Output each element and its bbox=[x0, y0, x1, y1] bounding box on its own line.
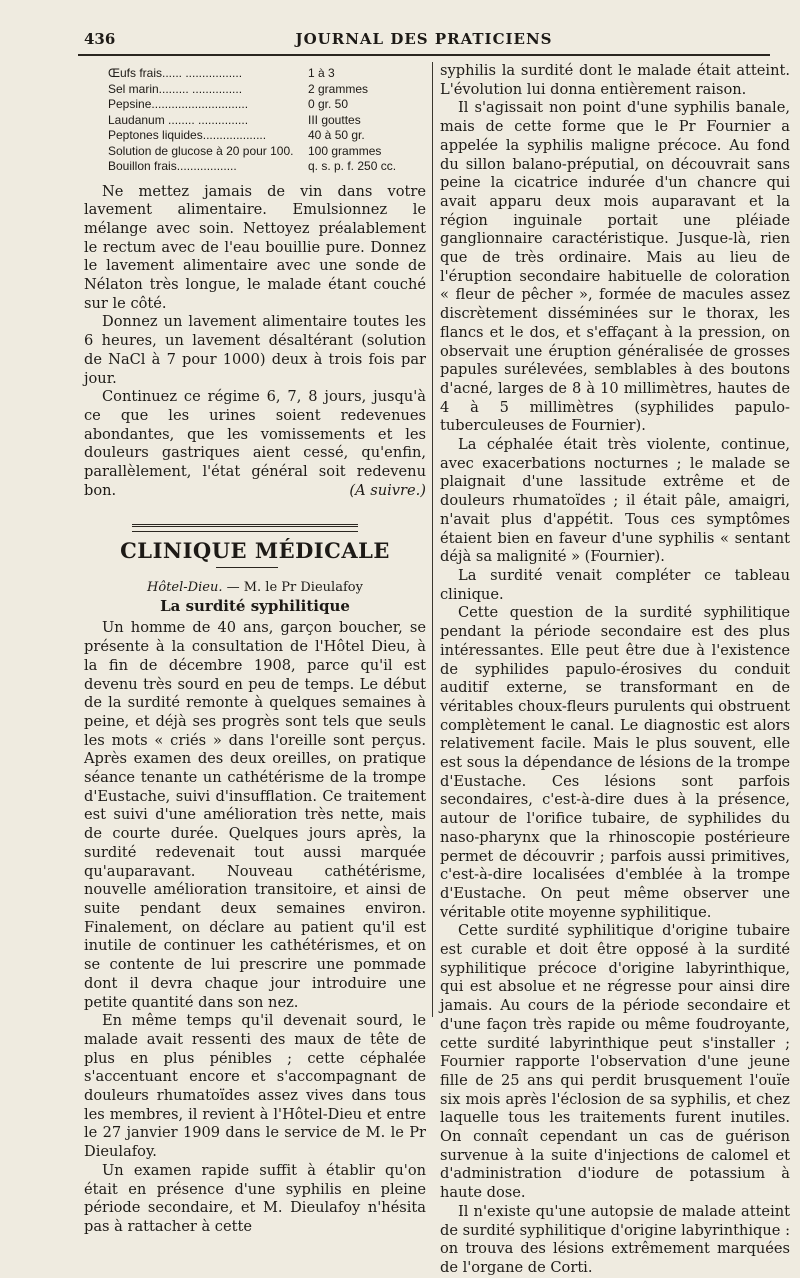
recipe-row bbox=[108, 82, 408, 98]
paragraph: La céphalée était très violente, continue, avec exacerbations nocturnes ; le malade se plaignait d'une lassitude extrême et de douleurs rhumatoïdes ; il était pâle, amaigri, n'avait plus d'appétit. Tous ces symptômes étaient bien en faveur d'une syphilis « sentant déjà sa malignité » (Fournier). bbox=[440, 436, 790, 566]
hospital-line bbox=[84, 580, 426, 595]
section-title: CLINIQUE MÉDICALE bbox=[120, 538, 390, 564]
right-column bbox=[440, 62, 790, 1278]
paragraph: syphilis la surdité dont le malade était atteint. L'évolution lui donna entièrement raison. bbox=[440, 62, 790, 98]
column-divider bbox=[432, 62, 433, 1017]
left-column bbox=[84, 62, 426, 1237]
paragraph: Il s'agissait non point d'une syphilis banale, mais de cette forme que le Pr Fournier a appelée la syphilis maligne précoce. Au fond du sillon balano-préputial, on découvrait sans peine la cicatrice indurée d'un chancre qui avait apparu deux mois auparavant et la région inguinale portait une pléiade ganglionnaire caractéristique. Jusque-là, rien que de très ordinaire. Mais au lieu de l'éruption secondaire habituelle de coloration « fleur de pêcher », formée de macules assez discrètement disséminées sur le thorax, les flancs et le dos, et s'effaçant à la pression, on observait une éruption généralisée de grosses papules surélevées, semblables à des boutons d'acné, larges de 8 à 10 millimètres, hautes de 4 à 5 millimètres (syphilides papulo-tuberculeuses de Fournier). bbox=[440, 99, 790, 435]
paragraph-text: Continuez ce régime 6, 7, 8 jours, jusqu'à ce que les urines soient redevenues abondantes, que les vomissements et les douleurs gastriques aient cessé, qu'enfin, parallèlement, l'état général soit redevenu bon. bbox=[84, 388, 426, 499]
recipe-row bbox=[108, 128, 408, 144]
recipe-row bbox=[108, 113, 408, 129]
recipe-row bbox=[108, 97, 408, 113]
title-underline bbox=[216, 567, 278, 568]
page-number: 436 bbox=[84, 30, 116, 48]
paragraph: Donnez un lavement alimentaire toutes les 6 heures, un lavement désaltérant (solution de NaCl à 7 pour 1000) deux à trois fois par jour. bbox=[84, 313, 426, 387]
paragraph: Cette question de la surdité syphilitique pendant la période secondaire est des plus intéressantes. Elle peut être due à l'existence de syphilides papulo-érosives du conduit auditif externe, se transformant en de véritables choux-fleurs purulents qui obstruent complètement le canal. Le diagnostic est alors relativement facile. Mais le plus souvent, elle est sous la dépendance de lésions de la trompe d'Eustache. Ces lésions sont parfois secondaires, c'est-à-dire dues à la présence, autour de l'orifice tubaire, de syphilides du naso-pharynx que la rhinoscopie postérieure permet de découvrir ; parfois aussi primitives, c'est-à-dire localisées d'emblée à la trompe d'Eustache. On peut même observer une véritable otite moyenne syphilitique. bbox=[440, 604, 790, 921]
paragraph: La surdité venait compléter ce tableau clinique. bbox=[440, 566, 790, 603]
paragraph: Un examen rapide suffit à établir qu'on était en présence d'une syphilis en pleine période secondaire, et M. Dieulafoy n'hésita pas à rattacher à cette bbox=[84, 1161, 426, 1235]
to-be-continued: (A suivre.) bbox=[349, 481, 426, 499]
hospital-doctor: — M. le Pr Dieulafoy bbox=[222, 580, 363, 596]
paragraph: Un homme de 40 ans, garçon boucher, se présente à la consultation de l'Hôtel Dieu, à la fin de décembre 1908, parce qu'il est devenu très sourd en peu de temps. Le début de la surdité remonte à quelques semaines à peine, et déjà ses progrès sont tels que seuls les mots « criés » dans l'oreille sont perçus. Après examen des deux oreilles, on pratique séance tenante un cathétérisme de la trompe d'Eustache, suivi d'insufflation. Ce traitement est suivi d'une amélioration très nette, mais de courte durée. Quelques jours après, la surdité redevenait tout aussi marquée qu'auparavant. Nouveau cathétérisme, nouvelle amélioration transitoire, et ainsi de suite pendant deux semaines environ. Finalement, on déclare au patient qu'il est inutile de continuer les cathétérismes, et on se contente de lui prescrire une pommade dont il devra chaque jour introduire une petite quantité dans son nez. bbox=[84, 619, 426, 1011]
recipe-amount: III gouttes bbox=[308, 112, 361, 127]
recipe-amount: q. s. p. f. 250 cc. bbox=[308, 159, 397, 173]
recipe-ingredient: Peptones liquides................... bbox=[108, 128, 267, 142]
recipe-ingredient: Sel marin......... ............... bbox=[108, 81, 243, 96]
paragraph: Cette surdité syphilitique d'origine tubaire est curable et doit être opposé à la surdité syphilitique précoce d'origine labyrinthique, qui est absolue et ne régresse pour ainsi dire jamais. Au cours de la période secondaire et d'une façon très rapide ou même foudroyante, cette surdité labyrinthique peut s'installer ; Fournier rapporte l'observation d'une jeune fille de 25 ans qui perdit brusquement l'ouïe six mois après l'éclosion de sa syphilis, et chez laquelle tous les traitements furent inutiles. On connaît cependant un cas de guérison survenue à la suite d'injections de calomel et d'administration d'iodure de potassium à haute dose. bbox=[440, 922, 790, 1202]
recipe-amount: 0 gr. 50 bbox=[308, 97, 349, 111]
paragraph: En même temps qu'il devenait sourd, le malade avait ressenti des maux de tête de plus en plus pénibles ; cette céphalée s'accentuant encore et s'accompagnant de douleurs rhumatoïdes assez vives dans tous les membres, il revient à l'Hôtel-Dieu et entre le 27 janvier 1909 dans le service de M. le Pr Dieulafoy. bbox=[84, 1012, 426, 1161]
recipe-ingredient: Laudanum ........ ............... bbox=[108, 112, 249, 127]
recipe-row bbox=[108, 66, 408, 82]
recipe-ingredient: Solution de glucose à 20 pour 100. bbox=[108, 143, 294, 158]
recipe-amount: 2 grammes bbox=[308, 81, 369, 96]
recipe-amount: 1 à 3 bbox=[308, 66, 335, 80]
paragraph: Ne mettez jamais de vin dans votre lavement alimentaire. Emulsionnez le mélange avec soin. Nettoyez préalablement le rectum avec de l'eau bouillie pure. Donnez le lavement alimentaire avec une sonde de Nélaton très longue, le malade étant couché sur le côté. bbox=[84, 182, 426, 312]
recipe-ingredient: Œufs frais...... ................. bbox=[108, 66, 243, 80]
recipe-amount: 40 à 50 gr. bbox=[308, 128, 365, 142]
section-divider bbox=[132, 524, 358, 532]
paragraph bbox=[84, 388, 426, 500]
recipe-row bbox=[108, 144, 408, 160]
article-title: La surdité syphilitique bbox=[160, 597, 350, 616]
recipe-ingredient: Bouillon frais.................. bbox=[108, 159, 237, 173]
page-header bbox=[78, 24, 770, 56]
journal-title: JOURNAL DES PRATICIENS bbox=[295, 30, 553, 48]
recipe-amount: 100 grammes bbox=[308, 143, 382, 158]
recipe-table bbox=[108, 66, 408, 175]
hospital-place: Hôtel-Dieu. bbox=[147, 580, 223, 596]
recipe-row bbox=[108, 159, 408, 175]
paragraph: Il n'existe qu'une autopsie de malade atteint de surdité syphilitique d'origine labyrinthique : on trouva des lésions extrêmement marquées de l'organe de Corti. bbox=[440, 1202, 790, 1276]
recipe-ingredient: Pepsine............................. bbox=[108, 97, 249, 111]
